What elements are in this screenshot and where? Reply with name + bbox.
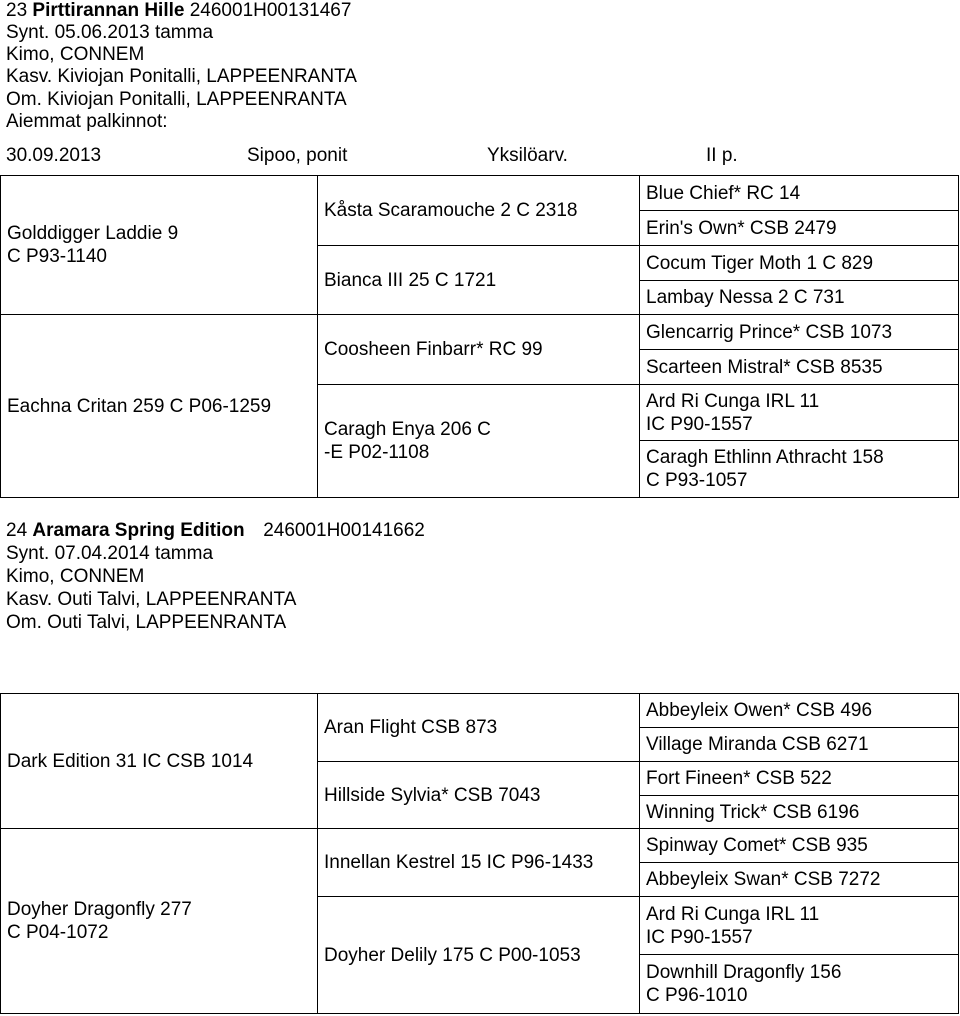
entry23-owner: Om. Kiviojan Ponitalli, LAPPEENRANTA — [6, 89, 347, 110]
pedigree-g7: Ard Ri Cunga IRL 11 IC P90-1557 — [640, 385, 959, 441]
pedigree-g4: Lambay Nessa 2 C 731 — [640, 281, 959, 315]
award-place: Sipoo, ponit — [247, 145, 348, 166]
pedigree-dam: Eachna Critan 259 C P06-1259 — [1, 315, 318, 498]
pedigree-sire: Dark Edition 31 IC CSB 1014 — [1, 694, 318, 829]
pedigree-g7: Ard Ri Cunga IRL 11 IC P90-1557 — [640, 897, 959, 955]
entry24-reg: 246001H00141662 — [263, 520, 425, 541]
entry24-breed: Kimo, CONNEM — [6, 566, 145, 587]
pedigree-g2: Erin's Own* CSB 2479 — [640, 211, 959, 246]
entry23-name: Pirttirannan Hille — [32, 0, 185, 21]
entry23-pedigree-table — [0, 175, 959, 498]
pedigree-g4: Winning Trick* CSB 6196 — [640, 796, 959, 829]
entry24-pedigree-table — [0, 693, 959, 1014]
pedigree-g5: Spinway Comet* CSB 935 — [640, 829, 959, 863]
pedigree-g5: Glencarrig Prince* CSB 1073 — [640, 315, 959, 350]
pedigree-sire-dam: Bianca III 25 C 1721 — [318, 246, 640, 315]
award-date: 30.09.2013 — [6, 145, 102, 166]
pedigree-g8: Caragh Ethlinn Athracht 158 C P93-1057 — [640, 441, 959, 498]
pedigree-sire-sire: Kåsta Scaramouche 2 C 2318 — [318, 176, 640, 246]
pedigree-g6: Abbeyleix Swan* CSB 7272 — [640, 863, 959, 897]
entry23-prev-label: Aiemmat palkinnot: — [6, 111, 168, 132]
award-type: Yksilöarv. — [487, 145, 568, 166]
pedigree-g8: Downhill Dragonfly 156 C P96-1010 — [640, 955, 959, 1014]
pedigree-g3: Cocum Tiger Moth 1 C 829 — [640, 246, 959, 281]
entry23-breeder: Kasv. Kiviojan Ponitalli, LAPPEENRANTA — [6, 66, 357, 87]
award-prize: II p. — [706, 145, 738, 166]
entry23-reg: 246001H00131467 — [189, 0, 352, 21]
entry24-name: Aramara Spring Edition — [32, 520, 245, 541]
entry24-number: 24 — [6, 520, 28, 541]
entry24-born: Synt. 07.04.2014 tamma — [6, 543, 214, 564]
entry24-owner: Om. Outi Talvi, LAPPEENRANTA — [6, 612, 287, 633]
entry23-title — [6, 0, 351, 22]
entry23-award-row — [0, 145, 960, 167]
pedigree-sire: Golddigger Laddie 9 C P93-1140 — [1, 176, 318, 315]
entry24-breeder: Kasv. Outi Talvi, LAPPEENRANTA — [6, 589, 297, 610]
pedigree-dam: Doyher Dragonfly 277 C P04-1072 — [1, 829, 318, 1014]
pedigree-dam-dam: Caragh Enya 206 C -E P02-1108 — [318, 385, 640, 498]
pedigree-g2: Village Miranda CSB 6271 — [640, 728, 959, 762]
pedigree-dam-dam: Doyher Delily 175 C P00-1053 — [318, 897, 640, 1014]
pedigree-g1: Blue Chief* RC 14 — [640, 176, 959, 211]
pedigree-dam-sire: Innellan Kestrel 15 IC P96-1433 — [318, 829, 640, 897]
entry24-title — [6, 520, 425, 542]
entry23-born: Synt. 05.06.2013 tamma — [6, 22, 214, 43]
pedigree-dam-sire: Coosheen Finbarr* RC 99 — [318, 315, 640, 385]
pedigree-g3: Fort Fineen* CSB 522 — [640, 762, 959, 796]
entry23-number: 23 — [6, 0, 28, 21]
entry23-breed: Kimo, CONNEM — [6, 44, 145, 65]
pedigree-g6: Scarteen Mistral* CSB 8535 — [640, 350, 959, 385]
pedigree-sire-sire: Aran Flight CSB 873 — [318, 694, 640, 762]
pedigree-g1: Abbeyleix Owen* CSB 496 — [640, 694, 959, 728]
pedigree-sire-dam: Hillside Sylvia* CSB 7043 — [318, 762, 640, 829]
